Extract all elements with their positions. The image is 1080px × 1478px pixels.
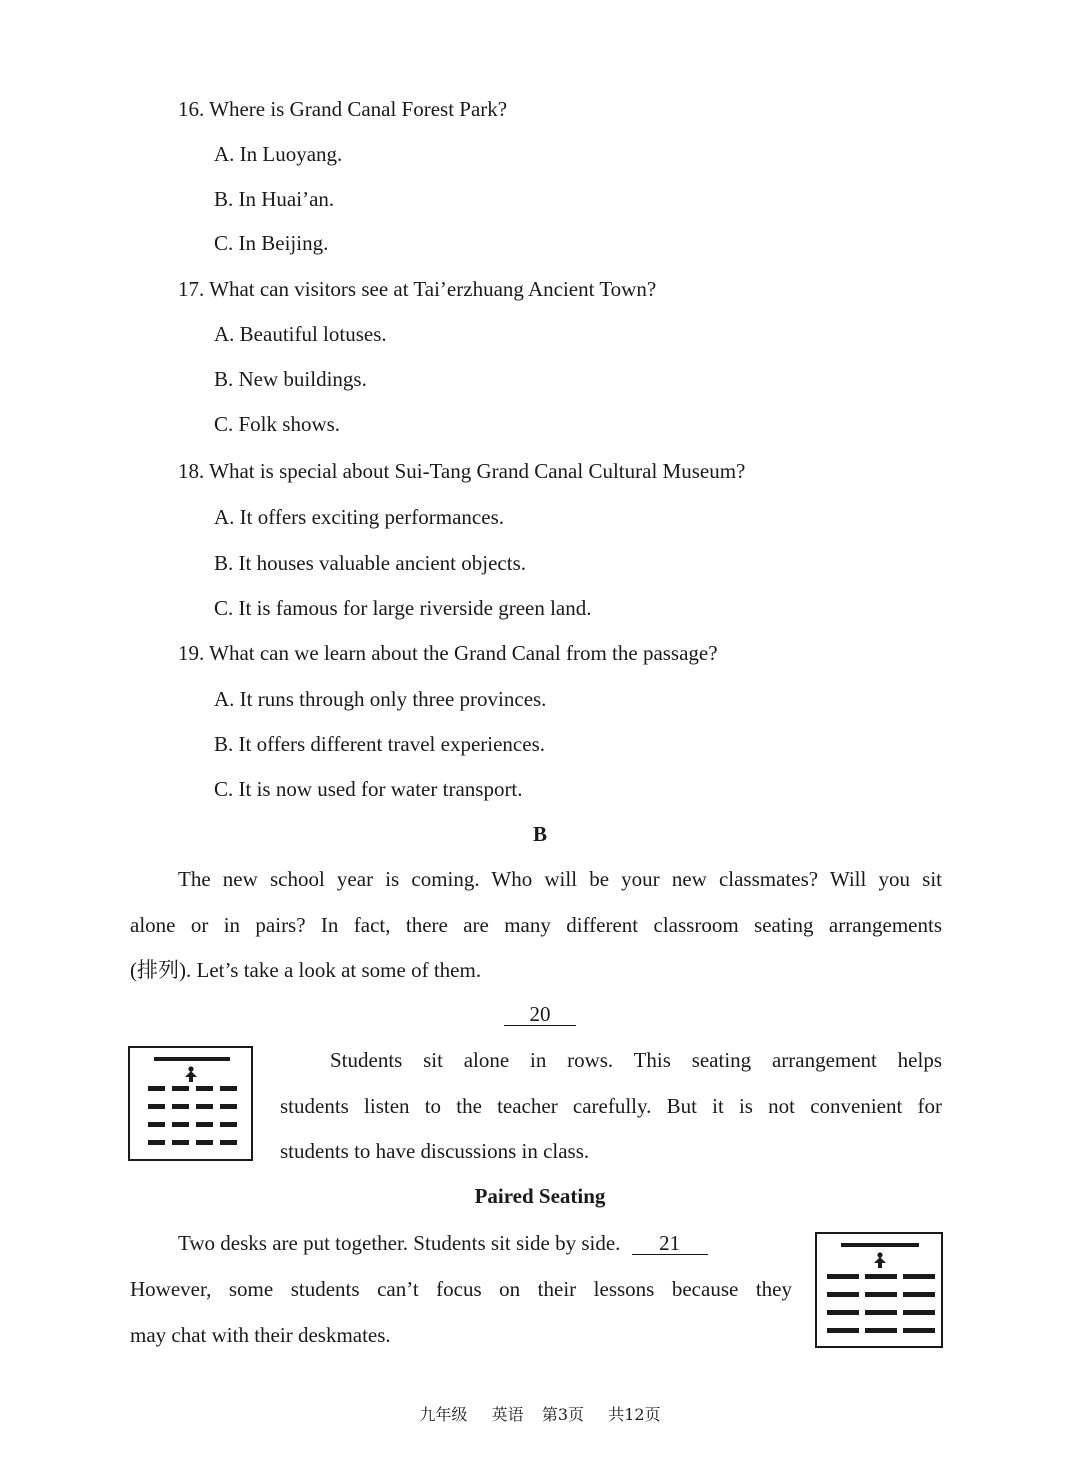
- question-17-option-b: B. New buildings.: [214, 367, 367, 391]
- arrangement-1-line-2: students listen to the teacher carefully. But it is not convenient for: [280, 1094, 942, 1118]
- desk: [172, 1140, 189, 1145]
- question-18-stem: 18. What is special about Sui-Tang Grand Canal Cultural Museum?: [178, 459, 746, 483]
- question-17-option-c: C. Folk shows.: [214, 412, 341, 436]
- section-b-heading: B: [532, 822, 547, 846]
- desk: [148, 1122, 165, 1127]
- desk: [196, 1104, 213, 1109]
- question-16-option-b: B. In Huai’an.: [214, 187, 335, 211]
- paired-line-2: However, some students can’t focus on their lessons because they: [130, 1277, 792, 1301]
- paired-seating-diagram: [815, 1232, 943, 1348]
- desk-pair: [827, 1328, 859, 1333]
- desk: [148, 1104, 165, 1109]
- desk-pair: [903, 1328, 935, 1333]
- arrangement-1-line-1: Students sit alone in rows. This seating arrangement helps: [330, 1048, 942, 1072]
- desk: [196, 1086, 213, 1091]
- desk: [220, 1086, 237, 1091]
- desk-pair: [865, 1310, 897, 1315]
- arrangement-1-line-3: students to have discussions in class.: [280, 1139, 590, 1163]
- desk: [196, 1140, 213, 1145]
- question-19-option-b: B. It offers different travel experiences.: [214, 732, 545, 756]
- intro-line-2: alone or in pairs? In fact, there are many different classroom seating arrangements: [130, 913, 942, 937]
- footer-subject: 英语: [491, 1405, 524, 1424]
- desk-pair: [865, 1328, 897, 1333]
- footer-grade: 九年级: [419, 1405, 468, 1424]
- paired-line-1-text: Two desks are put together. Students sit side by side.: [178, 1231, 621, 1255]
- blank-21[interactable]: 21: [632, 1232, 708, 1255]
- paired-line-3: may chat with their deskmates.: [130, 1323, 391, 1347]
- desk-pair: [903, 1274, 935, 1279]
- footer-page: 第3页: [541, 1405, 585, 1424]
- paired-line-1: [178, 1231, 708, 1256]
- blackboard-bar: [841, 1243, 919, 1247]
- desk: [172, 1122, 189, 1127]
- intro-line-1: The new school year is coming. Who will be your new classmates? Will you sit: [178, 867, 942, 891]
- question-16-option-c: C. In Beijing.: [214, 231, 329, 255]
- desk: [196, 1122, 213, 1127]
- desk-pair: [827, 1292, 859, 1297]
- desk: [148, 1140, 165, 1145]
- question-19-option-a: A. It runs through only three provinces.: [214, 687, 547, 711]
- desk: [220, 1122, 237, 1127]
- desk: [220, 1140, 237, 1145]
- teacher-icon: [184, 1066, 198, 1082]
- question-19-stem: 19. What can we learn about the Grand Canal from the passage?: [178, 641, 718, 665]
- teacher-icon: [873, 1252, 887, 1268]
- footer-total: 共12页: [608, 1405, 661, 1424]
- question-17-stem: 17. What can visitors see at Tai’erzhuang Ancient Town?: [178, 277, 657, 301]
- question-18-option-a: A. It offers exciting performances.: [214, 505, 505, 529]
- question-17-option-a: A. Beautiful lotuses.: [214, 322, 387, 346]
- desk-pair: [903, 1310, 935, 1315]
- blank-20-heading: [0, 1002, 1080, 1027]
- desk-pair: [903, 1292, 935, 1297]
- question-19-option-c: C. It is now used for water transport.: [214, 777, 523, 801]
- desk-pair: [827, 1274, 859, 1279]
- question-16-stem: 16. Where is Grand Canal Forest Park?: [178, 97, 508, 121]
- page-footer: [0, 1405, 1080, 1424]
- desk-pair: [865, 1274, 897, 1279]
- intro-line-3: (排列). Let’s take a look at some of them.: [130, 958, 482, 982]
- desk: [172, 1104, 189, 1109]
- blank-20[interactable]: 20: [504, 1003, 576, 1026]
- desk: [220, 1104, 237, 1109]
- desk-pair: [827, 1310, 859, 1315]
- paired-seating-heading: Paired Seating: [474, 1184, 606, 1208]
- blackboard-bar: [154, 1057, 230, 1061]
- question-16-option-a: A. In Luoyang.: [214, 142, 343, 166]
- desk-pair: [865, 1292, 897, 1297]
- desk: [172, 1086, 189, 1091]
- desk: [148, 1086, 165, 1091]
- question-18-option-b: B. It houses valuable ancient objects.: [214, 551, 526, 575]
- question-18-option-c: C. It is famous for large riverside green land.: [214, 596, 592, 620]
- rows-seating-diagram: [128, 1046, 253, 1161]
